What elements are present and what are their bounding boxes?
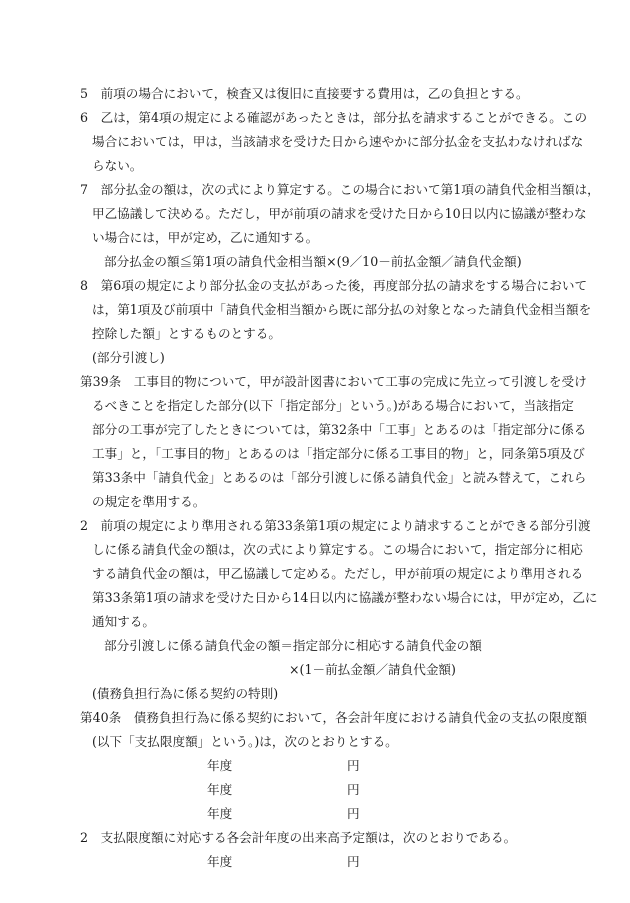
paragraph-7: 7 部分払金の額は，次の式により算定する。この場合において第1項の請負代金相当額は， xyxy=(80,182,600,197)
paragraph-8: 8 第6項の規定により部分払金の支払があった後，再度部分払の請求をする場合において xyxy=(80,278,588,293)
paragraph-39-2-cont: 第33条第1項の請求を受けた日から14日以内に協議が整わない場合には，甲が定め，乙に xyxy=(92,590,598,605)
article-39-cont: 第33条中「請負代金」とあるのは「部分引渡しに係る請負代金」と読み替えて，これら xyxy=(92,470,587,485)
paragraph-7-cont: い場合には，甲が定め，乙に通知する。 xyxy=(92,230,319,245)
paragraph-5: 5 前項の場合において，検査又は復旧に直接要する費用は，乙の負担とする。 xyxy=(80,86,529,101)
paragraph-6: 6 乙は，第4項の規定による確認があったときは，部分払を請求することができる。この xyxy=(80,110,588,125)
section-heading: (債務負担行為に係る契約の特則) xyxy=(92,686,279,701)
article-39-cont: の規定を準用する。 xyxy=(92,494,206,509)
table-row-yen: 円 xyxy=(347,806,360,821)
paragraph-6-cont: らない。 xyxy=(92,158,143,173)
paragraph-39-2: 2 前項の規定により準用される第33条第1項の規定により請求することができる部分引渡 xyxy=(80,518,591,533)
table-row-yen: 円 xyxy=(347,758,360,773)
paragraph-39-2-cont: 通知する。 xyxy=(92,614,155,629)
paragraph-40-2: 2 支払限度額に対応する各会計年度の出来高予定額は，次のとおりである。 xyxy=(80,830,517,845)
article-39-cont: るべきことを指定した部分(以下「指定部分」という。)がある場合において，当該指定 xyxy=(92,398,574,413)
table-row-year: 年度 xyxy=(207,758,233,773)
table-row-yen: 円 xyxy=(347,782,360,797)
paragraph-6-cont: 場合においては，甲は，当該請求を受けた日から速やかに部分払金を支払わなければな xyxy=(92,134,584,149)
paragraph-8-cont: は，第1項及び前項中「請負代金相当額から既に部分払の対象となった請負代金相当額を xyxy=(92,302,592,317)
table-row-year: 年度 xyxy=(207,854,233,869)
formula-partial-payment: 部分払金の額≦第1項の請負代金相当額×(9／10－前払金額／請負代金額) xyxy=(104,254,522,269)
formula-partial-delivery-cont: ×(1－前払金額／請負代金額) xyxy=(289,662,456,677)
section-heading: (部分引渡し) xyxy=(92,350,165,365)
article-40-cont: (以下「支払限度額」という。)は，次のとおりとする。 xyxy=(92,734,398,749)
article-39: 第39条 工事目的物について，甲が設計図書において工事の完成に先立って引渡しを受け xyxy=(80,374,587,389)
article-39-cont: 工事」と，「工事目的物」とあるのは「指定部分に係る工事目的物」と，同条第5項及び xyxy=(92,446,585,461)
paragraph-7-cont: 甲乙協議して決める。ただし，甲が前項の請求を受けた日から10日以内に協議が整わな xyxy=(92,206,587,221)
paragraph-39-2-cont: する請負代金の額は，甲乙協議して定める。ただし，甲が前項の規定により準用される xyxy=(92,566,584,581)
paragraph-8-cont: 控除した額」とするものとする。 xyxy=(92,326,281,341)
table-row-yen: 円 xyxy=(347,854,360,869)
table-row-year: 年度 xyxy=(207,782,233,797)
formula-partial-delivery: 部分引渡しに係る請負代金の額＝指定部分に相応する請負代金の額 xyxy=(104,638,482,653)
paragraph-39-2-cont: しに係る請負代金の額は，次の式により算定する。この場合において，指定部分に相応 xyxy=(92,542,583,557)
article-39-cont: 部分の工事が完了したときについては，第32条中「工事」とあるのは「指定部分に係る xyxy=(92,422,587,437)
table-row-year: 年度 xyxy=(207,806,233,821)
article-40: 第40条 債務負担行為に係る契約において，各会計年度における請負代金の支払の限度額 xyxy=(80,710,587,725)
